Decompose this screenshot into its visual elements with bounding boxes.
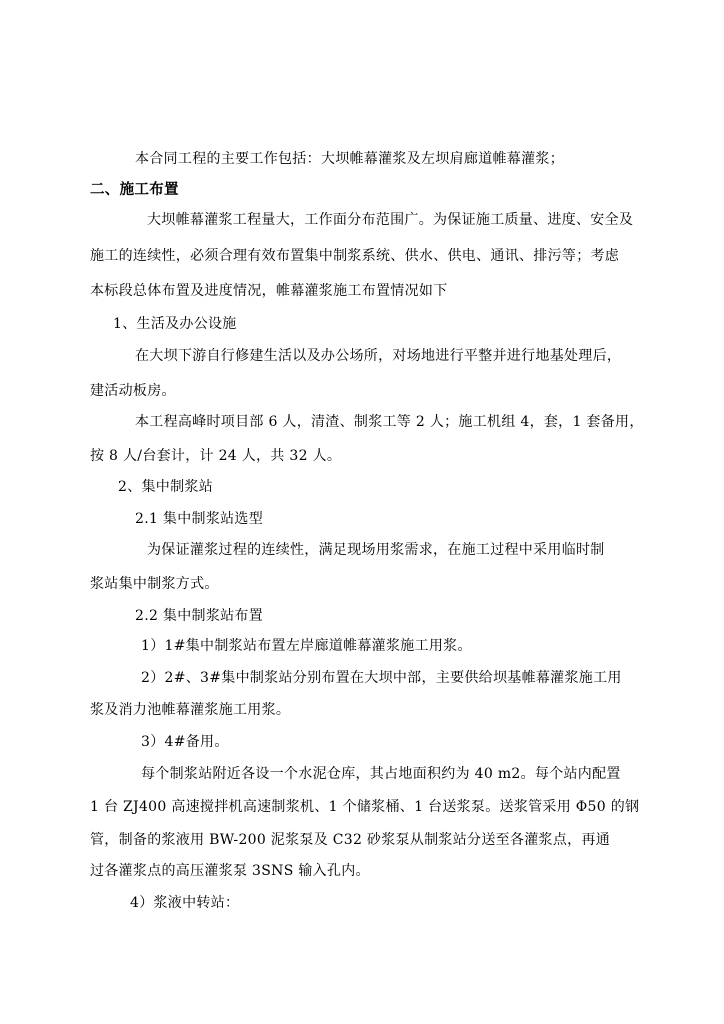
living-para-line-2: 建活动板房。 <box>90 383 176 399</box>
list-item-3: 3）4#备用。 <box>141 734 229 750</box>
subsection-heading-station-selection: 2.1 集中制浆站选型 <box>135 511 264 527</box>
section-heading-construction-layout: 二、施工布置 <box>90 182 179 198</box>
list-item-1: 1）1#集中制浆站布置左岸廊道帷幕灌浆施工用浆。 <box>141 638 472 654</box>
station-para-line-3: 管，制备的浆液用 BW-200 泥浆泵及 C32 砂浆泵从制浆站分送至各灌浆点，再通 <box>90 832 611 848</box>
selection-para-line-2: 浆站集中制浆方式。 <box>90 576 219 592</box>
living-para-line-1: 在大坝下游自行修建生活以及办公场所，对场地进行平整并进行地基处理后， <box>135 348 622 364</box>
intro-line-1: 大坝帷幕灌浆工程量大，工作面分布范围广。为保证施工质量、进度、安全及 <box>147 212 634 228</box>
selection-para-line-1: 为保证灌浆过程的连续性，满足现场用浆需求，在施工过程中采用临时制 <box>147 542 605 558</box>
intro-line-2: 施工的连续性，必须合理有效布置集中制浆系统、供水、供电、通讯、排污等；考虑 <box>90 248 620 264</box>
scope-line: 本合同工程的主要工作包括：大坝帷幕灌浆及左坝肩廊道帷幕灌浆； <box>135 151 564 167</box>
station-para-line-1: 每个制浆站附近各设一个水泥仓库，其占地面积约为 40 m2。每个站内配置 <box>141 766 621 782</box>
staffing-para-line-2: 按 8 人/台套计，计 24 人，共 32 人。 <box>90 448 342 464</box>
staffing-para-line-1: 本工程高峰时项目部 6 人，清渣、制浆工等 2 人；施工机组 4，套，1 套备用， <box>135 414 644 430</box>
subsection-heading-living-office: 1、生活及办公设施 <box>113 316 237 332</box>
station-para-line-2: 1 台 ZJ400 高速搅拌机高速制浆机、1 个储浆桶、1 台送浆泵。送浆管采用 Φ50 的钢 <box>90 799 640 815</box>
intro-line-3: 本标段总体布置及进度情况，帷幕灌浆施工布置情况如下 <box>90 283 448 299</box>
subsection-heading-station-layout: 2.2 集中制浆站布置 <box>135 608 264 624</box>
list-item-2-line-1: 2）2#、3#集中制浆站分别布置在大坝中部，主要供给坝基帷幕灌浆施工用 <box>141 670 622 686</box>
list-item-2-line-2: 浆及消力池帷幕灌浆施工用浆。 <box>90 702 291 718</box>
subsection-heading-mixing-station: 2、集中制浆站 <box>118 479 214 495</box>
list-item-4: 4）浆液中转站： <box>130 895 240 911</box>
station-para-line-4: 过各灌浆点的高压灌浆泵 3SNS 输入孔内。 <box>90 863 370 879</box>
